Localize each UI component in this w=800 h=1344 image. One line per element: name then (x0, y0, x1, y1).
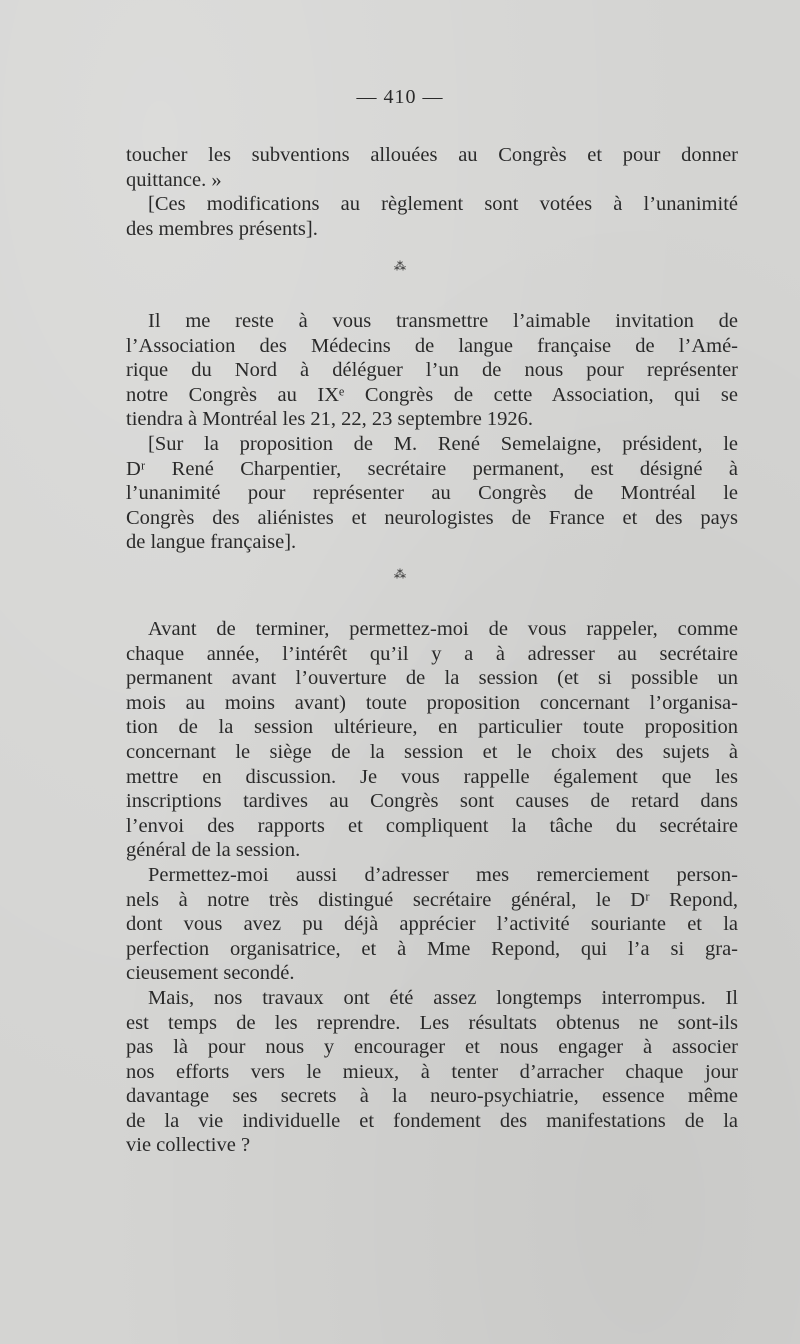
text-line: tiendra à Montréal les 21, 22, 23 septembre 1926. (126, 408, 534, 431)
text-line: mois au moins avant) toute proposition concernant l’organisa- (126, 691, 738, 714)
text-line: est temps de les reprendre. Les résultats obtenus ne sont-ils (126, 1011, 738, 1034)
text-line: l’unanimité pour représenter au Congrès de Montréal le (126, 482, 738, 505)
text-line: concernant le siège de la session et le choix des sujets à (126, 740, 738, 763)
text-block-closing-remarks (126, 617, 738, 1158)
text-line: cieusement secondé. (126, 962, 295, 985)
text-line: inscriptions tardives au Congrès sont causes de retard dans (126, 790, 738, 813)
text-line: permanent avant l’ouverture de la session (et si possible un (126, 667, 738, 690)
text-line: [Sur la proposition de M. René Semelaigne, président, le (148, 432, 738, 455)
text-line: rique du Nord à déléguer l’un de nous pour représenter (126, 359, 738, 382)
text-line: Permettez-moi aussi d’adresser mes remerciement person- (148, 863, 738, 886)
text-line: Mais, nos travaux ont été assez longtemps interrompus. Il (148, 986, 738, 1009)
text-line: quittance. » (126, 168, 222, 191)
text-line: nels à notre très distingué secrétaire général, le Dʳ Repond, (126, 888, 738, 911)
text-line: tion de la session ultérieure, en particulier toute proposition (126, 716, 738, 739)
text-line: vie collective ? (126, 1134, 251, 1157)
text-line: Dʳ René Charpentier, secrétaire permanent, est désigné à (126, 457, 738, 480)
text-line: général de la session. (126, 839, 301, 862)
text-line: notre Congrès au IXᵉ Congrès de cette Association, qui se (126, 383, 738, 406)
text-line: toucher les subventions allouées au Congrès et pour donner (126, 144, 738, 166)
text-line: davantage ses secrets à la neuro-psychiatrie, essence même (126, 1085, 738, 1108)
text-line: [Ces modifications au règlement sont votées à l’unanimité (148, 193, 738, 216)
text-line: l’envoi des rapports et compliquent la tâche du secrétaire (126, 814, 738, 837)
text-line: nos efforts vers le mieux, à tenter d’arracher chaque jour (126, 1060, 738, 1083)
page-number: — 410 — (356, 86, 444, 108)
text-line: chaque année, l’intérêt qu’il y a à adresser au secrétaire (126, 642, 738, 665)
asterism-ornament: ⁂ (394, 567, 406, 581)
text-line: pas là pour nous y encourager et nous engager à associer (126, 1036, 738, 1059)
text-line: Avant de terminer, permettez-moi de vous rappeler, comme (148, 618, 738, 640)
text-line: l’Association des Médecins de langue française de l’Amé- (126, 334, 738, 357)
text-line: dont vous avez pu déjà apprécier l’activité souriante et la (126, 913, 738, 936)
text-block-subsidies (126, 143, 738, 241)
text-line: mettre en discussion. Je vous rappelle également que les (126, 765, 738, 788)
text-line: Il me reste à vous transmettre l’aimable invitation de (148, 310, 738, 332)
text-line: Congrès des aliénistes et neurologistes de France et des pays (126, 506, 738, 529)
text-block-montreal-invitation (126, 309, 738, 555)
text-line: de langue française]. (126, 531, 297, 554)
text-line: perfection organisatrice, et à Mme Repond, qui l’a si gra- (126, 937, 738, 960)
text-line: des membres présents]. (126, 217, 318, 240)
asterism-ornament: ⁂ (394, 259, 406, 273)
text-line: de la vie individuelle et fondement des manifestations de la (126, 1109, 738, 1132)
